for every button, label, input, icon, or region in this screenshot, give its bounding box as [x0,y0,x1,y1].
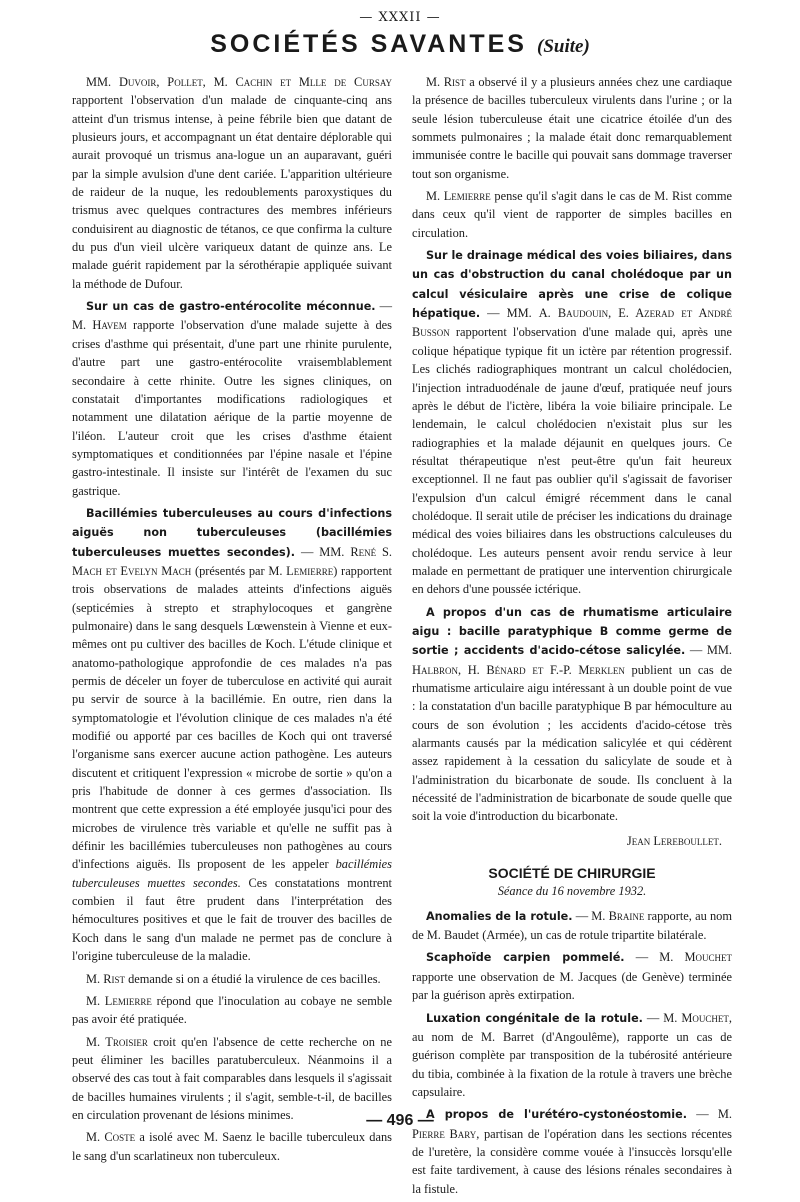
paragraph-lemierre [72,992,392,1029]
author: M. Coste [86,1130,136,1145]
paragraph-rhumatisme [412,603,732,826]
roman-page-number: — XXXII — [359,10,441,25]
society-title: SOCIÉTÉ DE CHIRURGIE [488,865,656,882]
paragraph-gastro-enterocolite [72,297,392,500]
dash: — M. [572,908,609,923]
author: M. Rist [86,971,125,986]
author: M. Rist [426,75,466,89]
article-heading: Sur un cas de gastro-entérocolite méconnue. [86,300,376,314]
body-text: , partisan de l'opération dans les sections récentes de l'uretère, la considère comme vouée à l'insuccès lorsqu'elle est faite tardivement, à cause des lésions rénales secondaires à la fistule. [412,1126,732,1196]
dash: — M. [642,1010,682,1025]
presenter: Lemierre [286,563,334,578]
article-heading: Anomalies de la rotule. [426,909,573,923]
author: Mouchet [681,1010,729,1025]
body-text: demande si on a étudié la virulence de ces bacilles. [124,971,381,986]
paragraph-luxation [412,1009,732,1102]
body-text: pense qu'il s'agit dans le cas de M. Rist comme dans ceux qu'il vient de rapporter de simples bacilles en circulation. [412,189,732,240]
page-number: — 496 — [366,1112,434,1129]
paragraph-tetanos [72,73,392,293]
paragraph-scaphoide [412,948,732,1004]
paragraph-drainage-biliaire [412,246,732,599]
dash: — M. [624,950,685,965]
session-date: Séance du 16 novembre 1932. [497,884,647,899]
author: M. Troisier [86,1034,148,1049]
body-text: rapporte une observation de M. Jacques (de Genève) terminée par la guérison après extirpation. [412,969,732,1003]
body-text: rapportent l'observation d'un malade de cinquante-cinq ans atteint d'un trismus intense, à peine fébrile bien que datant de plusieurs jours, et accompagnant un état dentaire déplorable qui aurait provoqué un trismus ana-logue un an auparavant, guéri par la simple avulsion d'une dent cariée. L'apparition ultérieure de raideur de la nuque, les redoublements paroxystiques du trismus avec quelques contractures des membres inférieurs conduisirent au diagnostic de tétanos, ce que confirma la culture du pus d'un vieil ulcère variqueux datant de quinze ans. Le malade guérit rapidement par la sérothérapie appliquée suivant la méthode de Dufour. [72,93,392,291]
paragraph-rist-cardiaque [412,73,732,183]
author: Pierre Bary [412,1126,477,1141]
author: Havem [92,318,127,333]
article-heading: Luxation congénitale de la rotule. [426,1011,643,1025]
paragraph-lemierre-2 [412,187,732,242]
body-text: , au nom de M. Barret (d'Angoulême), rapporte un cas de guérison complète par transposition de la tubérosité antérieure du tibia, combinée à la fixation de la rotule à travers une brèche capsulaire. [412,1010,732,1099]
dash: — MM. [295,544,351,559]
body-text: ) rapportent trois observations de malades atteints d'infections aiguës (septicémies à strepto et straphylocoques et gangrène pulmonaire) dans le sang desquels Lœwenstein à Vienne et eux-mêmes ont pu cultiver des bacilles de Koch. L'étude clinique et anatomo-pathologique approfondie de ces malades n'a pas permis de déceler un foyer de tuberculose en activité qui aurait pu servir de source à la bacillémie. En outre, rien dans la symptomatologie et l'évolution clinique de ces malades n'a été modifié ou apporté par ces bacilles de Koch qui ont traversé l'organisme sans exercer aucune action pathogène. Les auteurs discutent et critiquent l'expression « microbe de sortie » qu'on a pris l'habitude de donner à ces germes d'association. Ils montrent que cette expression a été employée jusqu'ici pour des microbes de virulence très variable et qu'elle ne suffit pas à définir les bacillémies tuberculeuses non pathogènes au cours d'infections aiguës. Ils proposent de les appeler [72,563,392,872]
author: Braine [608,908,645,923]
body-text: publient un cas de rhumatisme articulaire aigu intéressant à un double point de vue : la constatation d'un bacille paratyphique B par hémoculture au cours de son évolution ; les accidents d'acido-cétose très alarmants causés par la médication salicylée et qui cédèrent assez rapidement à la cessation du salicylate de soude et à l'administration du bicarbonate de soude. Ils concluent à la nécessité de l'administration de bicarbonate de soude quelle que soit la voie d'introduction du bicarbonate. [412,662,733,824]
dash: — M. [686,1107,733,1122]
authors: Halbron, H. Bénard et F.-P. Merklen [412,662,625,677]
author: M. Lemierre [426,189,491,204]
article-heading: A propos de l'urétéro-cystonéostomie. [426,1108,687,1122]
signature: Jean Lereboullet. [626,833,722,848]
body-text: rapportent l'observation d'une malade qui, après une colique hépatique typique fit un ictère par rétention progressif. Les clichés radiographiques montrant un calcul cholédocien, l'injection intraduodénale de jaune d'œuf, pratiquée neuf jours après le début de l'ictère, libéra la voie biliaire principale. Le lendemain, le calcul cholédocien n'existait plus sur les radiographies et la malade déjaunit en quelques jours. Ce résultat thérapeutique n'est peut-être qu'un fait heureux exceptionnel. Il ne faut pas oublier qu'il s'agissait de favoriser l'expulsion d'un calcul émigré récemment dans le canal cholédoque. Il serait utile de préciser les indications du drainage médical des voies biliaires dans les obstructions calculeuses du cholédoque. Les auteurs pensent avoir rendu service à leur malade en permettant de pratiquer une intervention chirurgicale en dehors d'une poussée ictérique. [412,325,732,597]
dash: — M. [72,299,392,333]
article-heading: A propos d'un cas de rhumatisme articulaire aigu : bacille paratyphique B comme germe de sortie ; accidents d'acido-cétose salicylée. [412,605,732,658]
author: Mouchet [684,950,732,965]
right-column [412,73,732,1202]
authors: MM. Duvoir, Pollet, M. Cachin et Mlle de Cursay [86,75,392,89]
paragraph-coste [72,1128,392,1165]
body-text: a isolé avec M. Saenz le bacille tuberculeux dans le sang d'un scarlatineux non tuberculeux. [72,1130,392,1163]
italic-term: bacillémies tuberculeuses muettes secondes. [72,857,392,890]
article-heading: Sur le drainage médical des voies biliaires, dans un cas d'obstruction du canal cholédoque par un calcul vésiculaire après une crise de colique hépatique. [412,249,732,321]
body-text: (présentés par M. [191,563,287,578]
body-text: a observé il y a plusieurs années chez une cardiaque la présence de bacilles tuberculeux virulents dans l'urine ; or la seule lésion tuberculeuse était une cicatrice étoilée d'un des sommets pulmonaires ; la malade était donc remarquablement immunisée contre le bacille qui pouvait sans dommage traverser tout son organisme. [412,75,732,181]
section-title [0,30,800,59]
dash: — MM. [480,306,539,321]
dash: — MM. [685,643,733,658]
section-title-suite: (Suite) [537,36,590,57]
authors: A. Baudouin, E. Azerad et André Busson [412,306,732,340]
paragraph-troisier [72,1033,392,1125]
article-heading: Bacillémies tuberculeuses au cours d'infections aiguës non tuberculeuses (bacillémies tuberculeuses muettes secondes). [72,506,392,559]
paragraph-rotule [412,907,732,945]
paragraph-bacillemies [72,504,392,966]
author: M. Lemierre [86,993,152,1008]
paragraph-rist [72,970,392,988]
left-column [72,73,392,1169]
authors: René S. Mach et Evelyn Mach [72,544,392,578]
body-text: rapporte l'observation d'une malade sujette à des crises d'asthme qui présentait, d'une part une rhinite purulente, d'autre part une gastro-entérocolite vraisemblablement secondaire à cette rhinite. Outre les signes cliniques, on constatait d'importantes modifications radiologiques et notamment une dilatation aérique de la partie moyenne de l'iléon. L'auteur croit que les crises d'asthme étaient symptomatiques et conditionnées par l'épine nasale et l'épine gastro-intestinale. Il insiste sur l'intérêt de l'examen du suc gastrique. [72,318,392,498]
body-text: rapporte, au nom de M. Baudet (Armée), un cas de rotule tripartite bilatérale. [412,908,732,943]
body-text: répond que l'inoculation au cobaye ne semble pas avoir été pratiquée. [72,993,392,1027]
body-text: Ces constatations montrent combien il faut être prudent dans l'interprétation des hémocultures positives et que le fait de trouver des bacilles de Koch dans le sang d'un malade ne permet pas de conclure à l'origine tuberculeuse de la maladie. [72,875,393,964]
body-text: croit qu'en l'absence de cette recherche on ne peut éliminer les bacilles paratuberculeux. Néanmoins il a observé des cas tout à fait comparables dans lesquels il s'agissait de bacilles humaines virulents ; il s'agit, semble-t-il, de bacilles en circulation provenant de lésions minimes. [72,1034,393,1122]
article-heading: Scaphoïde carpien pommelé. [426,951,625,965]
section-title-main: SOCIÉTÉS SAVANTES [210,30,527,58]
